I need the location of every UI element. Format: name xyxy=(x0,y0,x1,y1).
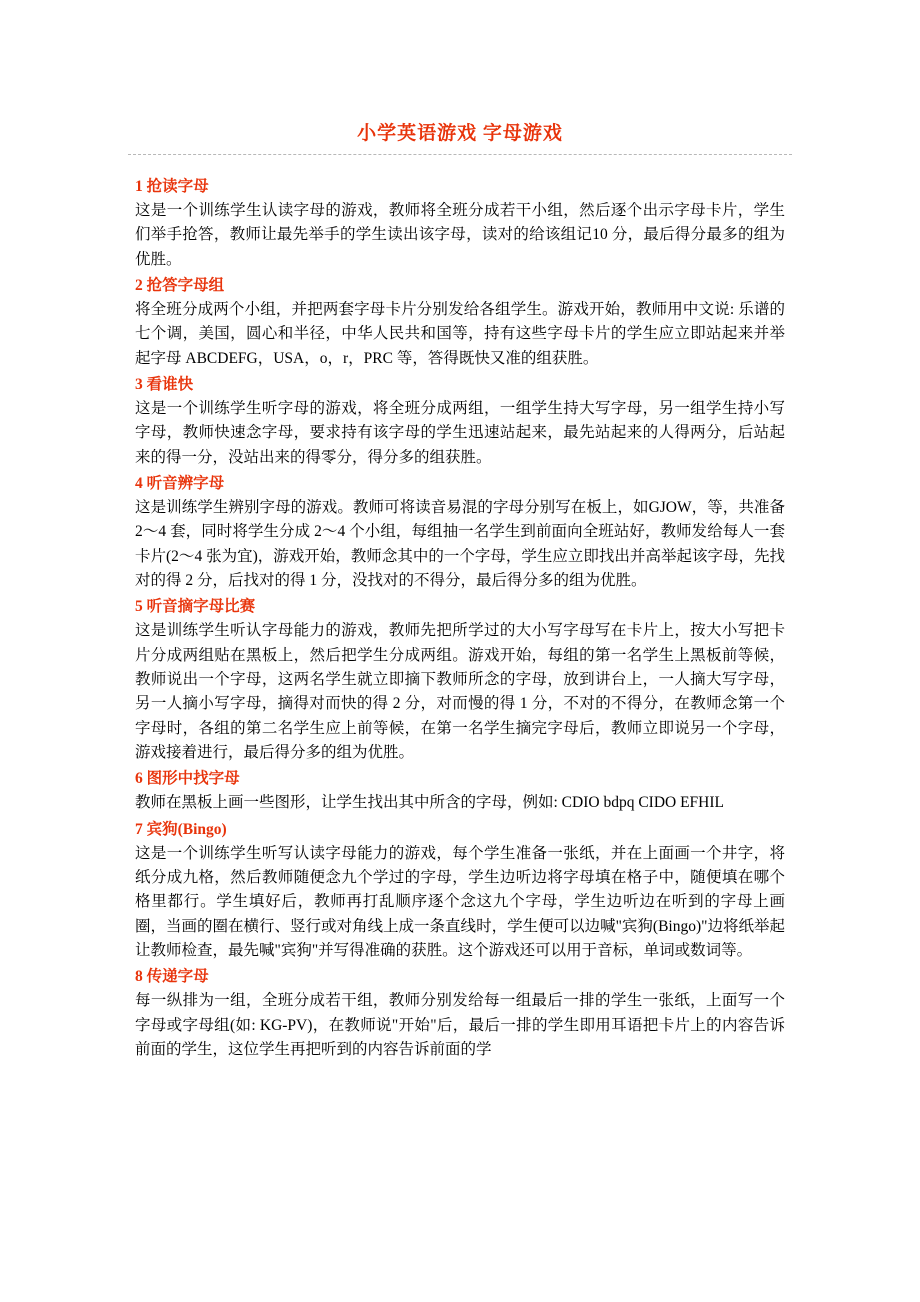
section-paragraph: 每一纵排为一组，全班分成若干组，教师分别发给每一组最后一排的学生一张纸，上面写一个字母或字母组(如: KG-PV)，在教师说"开始"后，最后一排的学生即用耳语把卡片上的内容告诉前面的学生，这位学生再把听到的内容告诉前面的学 xyxy=(135,992,785,1058)
section-2 xyxy=(135,274,785,371)
section-paragraph: 教师在黑板上画一些图形，让学生找出其中所含的字母，例如: CDIO bdpq CIDO EFHIL xyxy=(135,794,724,812)
section-6 xyxy=(135,767,785,815)
section-4 xyxy=(135,472,785,593)
section-8 xyxy=(135,965,785,1062)
title-area xyxy=(0,0,920,145)
section-paragraph: 这是一个训练学生认读字母的游戏，教师将全班分成若干小组，然后逐个出示字母卡片，学生们举手抢答，教师让最先举手的学生读出该字母，读对的给该组记10 分，最后得分最多的组为优胜。 xyxy=(135,202,785,268)
section-1 xyxy=(135,175,785,272)
section-heading: 7 宾狗(Bingo) xyxy=(135,820,227,838)
document-body xyxy=(135,155,785,1062)
section-paragraph: 这是一个训练学生听字母的游戏，将全班分成两组，一组学生持大写字母，另一组学生持小写字母，教师快速念字母，要求持有该字母的学生迅速站起来，最先站起来的人得两分，后站起来的得一分，没站出来的得零分，得分多的组获胜。 xyxy=(135,400,785,466)
section-heading: 4 听音辨字母 xyxy=(135,475,225,492)
section-3 xyxy=(135,373,785,470)
section-heading: 1 抢读字母 xyxy=(135,178,209,195)
section-paragraph: 这是一个训练学生听写认读字母能力的游戏，每个学生准备一张纸，并在上面画一个井字，将纸分成九格，然后教师随便念九个学过的字母，学生边听边将字母填在格子中，随便填在哪个格里都行。学生填好后，教师再打乱顺序逐个念这九个字母，学生边听边在听到的字母上画圈，当画的圈在横行、竖行或对角线上成一条直线时，学生便可以边喊"宾狗(Bingo)"边将纸举起让教师检查，最先喊"宾狗"并写得准确的获胜。这个游戏还可以用于音标，单词或数词等。 xyxy=(135,844,785,959)
section-heading: 3 看谁快 xyxy=(135,376,194,393)
section-5 xyxy=(135,595,785,765)
section-heading: 2 抢答字母组 xyxy=(135,277,225,294)
section-heading: 8 传递字母 xyxy=(135,968,209,986)
section-paragraph: 这是训练学生听认字母能力的游戏，教师先把所学过的大小写字母写在卡片上，按大小写把卡片分成两组贴在黑板上，然后把学生分成两组。游戏开始，每组的第一名学生上黑板前等候，教师说出一个字母，这两名学生就立即摘下教师所念的字母，放到讲台上，一人摘大写字母，另一人摘小写字母，摘得对而快的得 2 分，对而慢的得 1 分，不对的不得分，在教师念第一个字母时，各组的第二名学生应上前等候，在第一名学生摘完字母后，教师立即说另一个字母，游戏接着进行，最后得分多的组为优胜。 xyxy=(135,622,785,761)
section-heading: 6 图形中找字母 xyxy=(135,770,240,788)
section-7 xyxy=(135,818,785,964)
section-heading: 5 听音摘字母比赛 xyxy=(135,598,256,616)
section-paragraph: 这是训练学生辨别字母的游戏。教师可将读音易混的字母分别写在板上，如GJOW，等，共准备 2～4 套，同时将学生分成 2～4 个小组，每组抽一名学生到前面向全班站好，教师发给每人一套卡片(2～4 张为宜)，游戏开始，教师念其中的一个字母，学生应立即找出并高举起该字母，先找对的得 2 分，后找对的得 1 分，没找对的不得分，最后得分多的组为优胜。 xyxy=(135,499,785,589)
section-paragraph: 将全班分成两个小组，并把两套字母卡片分别发给各组学生。游戏开始，教师用中文说: 乐谱的七个调，美国，圆心和半径，中华人民共和国等，持有这些字母卡片的学生应立即站起来并举起字母 ABCDEFG，USA，o，r，PRC 等，答得既快又准的组获胜。 xyxy=(135,301,785,367)
page-title: 小学英语游戏 字母游戏 xyxy=(357,123,563,144)
